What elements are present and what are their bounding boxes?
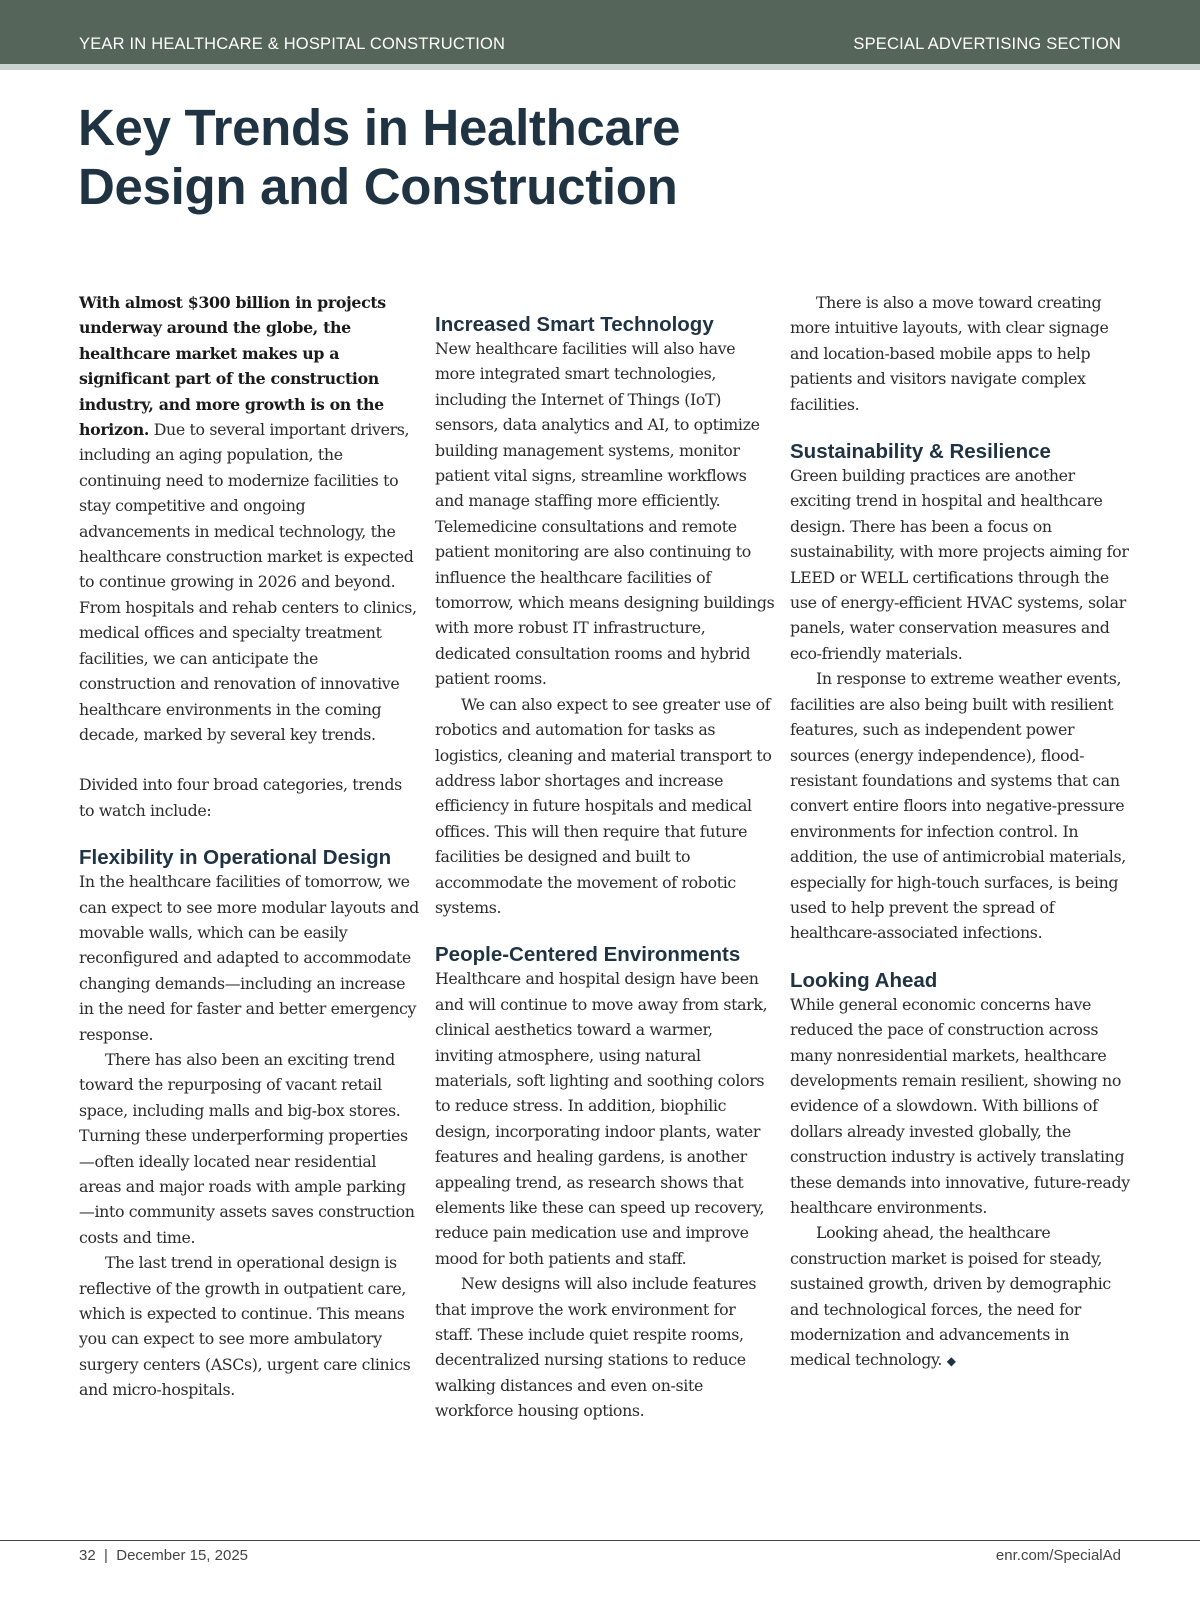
end-mark-icon: ◆ <box>946 1354 956 1369</box>
smart-tech-p1: New healthcare facilities will also have more integrated smart technologies, including the Internet of Things (IoT) sensors, data analytics and AI, to optimize building management systems, monitor patient vital signs, streamline workflows and manage staffing more efficiently. Telemedicine consultations and remote patient monitoring are also continuing to influence the healthcare facilities of tomorrow, which means designing buildings with more robust IT infrastructure, dedicated consultation rooms and hybrid patient rooms. <box>435 339 775 689</box>
sustainability-p2: In response to extreme weather events, facilities are also being built with resilient features, such as independent power sources (energy independence), flood-resistant foundations and systems that can convert entire floors into negative-pressure environments for infection control. In addition, the use of antimicrobial materials, especially for high-touch surfaces, is being used to help prevent the spread of healthcare-associated infections. <box>790 669 1126 943</box>
column-2 <box>435 290 775 1424</box>
heading-people-centered: People-Centered Environments <box>435 943 741 967</box>
footer-url: enr.com/SpecialAd <box>995 1547 1121 1564</box>
page-title-line1: Key Trends in Healthcare <box>78 99 681 156</box>
people-p3: There is also a move toward creating more intuitive layouts, with clear signage and location-based mobile apps to help patients and visitors navigate complex facilities. <box>790 293 1109 414</box>
column-1 <box>79 290 419 1403</box>
heading-smart-technology: Increased Smart Technology <box>435 313 714 336</box>
categories-paragraph: Divided into four broad categories, trends to watch include: <box>79 775 402 820</box>
header-bar <box>0 0 1200 70</box>
people-p2: New designs will also include features that improve the work environment for staff. These include quiet respite rooms, decentralized nursing stations to reduce walking distances and even on-site workforce housing options. <box>435 1274 757 1421</box>
section-title: YEAR IN HEALTHCARE & HOSPITAL CONSTRUCTION <box>79 35 506 53</box>
footer-page-date: 32 | December 15, 2025 <box>79 1547 248 1564</box>
people-p1: Healthcare and hospital design have been and will continue to move away from stark, clinical aesthetics toward a warmer, inviting atmosphere, using natural materials, soft lighting and soothing colors to reduce stress. In addition, biophilic design, incorporating indoor plants, water features and healing gardens, is another appealing trend, as research shows that elements like these can speed up recovery, reduce pain medication use and improve mood for both patients and staff. <box>435 969 768 1268</box>
intro-paragraph <box>79 290 419 747</box>
flexibility-p1: In the healthcare facilities of tomorrow, we can expect to see more modular layouts and movable walls, which can be easily reconfigured and adapted to accommodate changing demands—including an increase in the need for faster and better emergency response. <box>79 872 419 1044</box>
looking-ahead-p2-text: Looking ahead, the healthcare construction market is poised for steady, sustained growth, driven by demographic and technological forces, the need for modernization and advancements in medical technology. <box>790 1223 1111 1370</box>
sustainability-p1: Green building practices are another exciting trend in hospital and healthcare design. There has been a focus on sustainability, with more projects aiming for LEED or WELL certifications through the use of energy-efficient HVAC systems, solar panels, water conservation measures and eco-friendly materials. <box>790 466 1129 663</box>
column-3 <box>790 290 1130 1375</box>
flexibility-p2: There has also been an exciting trend toward the repurposing of vacant retail space, including malls and big-box stores. Turning these underperforming properties—often ideally located near residential areas and major roads with ample parking—into community assets saves construction costs and time. <box>79 1049 415 1247</box>
intro-lead: With almost $300 billion in projects underway around the globe, the healthcare market makes up a significant part of the construction industry, and more growth is on the horizon. <box>79 293 386 440</box>
flexibility-p3: The last trend in operational design is reflective of the growth in outpatient care, which is expected to continue. This means you can expect to see more ambulatory surgery centers (ASCs), urgent care clinics and micro-hospitals. <box>79 1253 411 1400</box>
footer-divider <box>0 1540 1200 1541</box>
smart-tech-p2: We can also expect to see greater use of robotics and automation for tasks as logistics, cleaning and material transport to address labor shortages and increase efficiency in future hospitals and medical offices. This will then require that future facilities be designed and built to accommodate the movement of robotic systems. <box>435 694 772 917</box>
heading-flexibility: Flexibility in Operational Design <box>79 846 392 870</box>
page-title <box>78 98 680 216</box>
advertising-label: SPECIAL ADVERTISING SECTION <box>853 35 1121 53</box>
looking-ahead-p1: While general economic concerns have reduced the pace of construction across many nonresidential markets, healthcare developments remain resilient, showing no evidence of a slowdown. With billions of dollars already invested globally, the construction industry is actively translating these demands into innovative, future-ready healthcare environments. <box>790 994 1130 1217</box>
looking-ahead-p2 <box>790 1220 1130 1374</box>
heading-sustainability: Sustainability & Resilience <box>790 440 1051 464</box>
intro-body: Due to several important drivers, including an aging population, the continuing need to modernize facilities to stay competitive and ongoing advancements in medical technology, the healthcare construction market is expected to continue growing in 2026 and beyond. From hospitals and rehab centers to clinics, medical offices and specialty treatment facilities, we can anticipate the construction and renovation of innovative healthcare environments in the coming decade, marked by several key trends. <box>79 420 417 744</box>
page-title-line2: Design and Construction <box>78 158 678 215</box>
heading-looking-ahead: Looking Ahead <box>790 968 938 992</box>
